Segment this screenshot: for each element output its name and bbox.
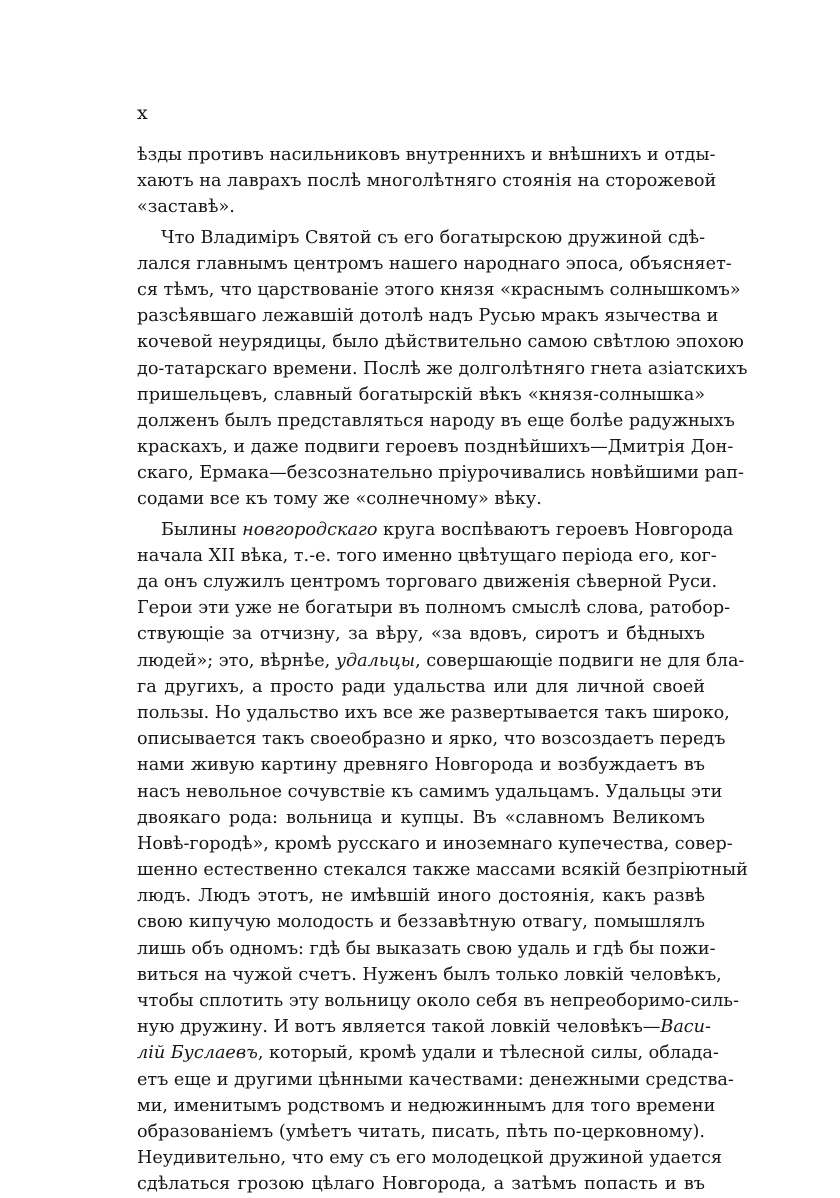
text-line: краскахъ, и даже подвиги героевъ позднѣйшихъ—Дмитрія Дон- [137, 437, 734, 458]
text-line: лишь объ одномъ: гдѣ бы выказать свою удаль и гдѣ бы пожи- [137, 938, 716, 959]
text-line: нами живую картину древняго Новгорода и возбуждаетъ въ [137, 755, 705, 776]
text-line: да онъ служилъ центромъ торговаго движенія сѣверной Руси. [137, 572, 718, 592]
text-line: га другихъ, а просто ради удальства или для личной своей [137, 676, 705, 697]
italic-term: лій Буслаевъ [137, 1043, 258, 1064]
text-line: сдѣлаться грозою цѣлаго Новгорода, а затѣмъ попасть и въ [137, 1174, 705, 1195]
text-line: содами все къ тому же «солнечному» вѣку. [137, 489, 542, 510]
text-line: чтобы сплотить эту вольницу около себя въ непреоборимо-силь- [137, 991, 739, 1011]
text-line: свою кипучую молодость и беззавѣтную отвагу, помышлялъ [137, 912, 705, 933]
text-line: «заставѣ». [137, 197, 235, 218]
body-text [137, 142, 748, 1198]
italic-term: удальцы [335, 650, 416, 671]
italic-term: Васи- [660, 1017, 711, 1038]
paragraph-continuation [137, 142, 717, 221]
text-line: кочевой неурядицы, было дѣйствительно самою свѣтлою эпохою [137, 332, 744, 353]
text-line: хаютъ на лаврахъ послѣ многолѣтняго стоянія на сторожевой [137, 171, 717, 192]
text-line: Герои эти уже не богатыри въ полномъ смыслѣ слова, ратобор- [137, 598, 731, 619]
text-line: ся тѣмъ, что царствованіе этого князя «краснымъ солнышкомъ» [137, 279, 741, 300]
text-line [137, 1014, 711, 1040]
text-line: етъ еще и другими цѣнными качествами: денежными средства- [137, 1069, 734, 1090]
text-line: описывается такъ своеобразно и ярко, что возсоздаетъ передъ [137, 729, 726, 750]
text-line [137, 648, 745, 674]
paragraph [137, 225, 748, 513]
text-line: долженъ былъ представляться народу въ еще болѣе радужныхъ [137, 410, 735, 431]
text-line: людъ. Людъ этотъ, не имѣвшій иного достоянія, какъ развѣ [137, 886, 705, 907]
text-line: Что Владиміръ Святой съ его богатырскою дружиной сдѣ- [161, 227, 706, 248]
text-line: ми, именитымъ родствомъ и недюжиннымъ для того времени [137, 1095, 716, 1116]
text-line: до-татарскаго времени. Послѣ же долголѣтняго гнета азіатскихъ [137, 358, 748, 379]
text-run: ную дружину. И вотъ является такой ловкій человѣкъ— [137, 1017, 661, 1038]
text-line: насъ невольное сочувствіе къ самимъ удальцамъ. Удальцы эти [137, 781, 723, 802]
text-run: людей»; это, вѣрнѣе, [137, 650, 336, 671]
text-run: , совершающіе подвиги не для бла- [415, 650, 745, 671]
paragraph [137, 517, 748, 1198]
text-line: образованіемъ (умѣетъ читать, писать, пѣть по-церковному). [137, 1121, 705, 1142]
text-line: пользы. Но удальство ихъ все же развертывается такъ широко, [137, 702, 730, 723]
text-run: круга воспѣваютъ героевъ Новгорода [377, 519, 734, 540]
italic-term: новгородскаго [242, 519, 378, 540]
text-line: начала XII вѣка, т.-е. того именно цвѣтущаго періода его, ког- [137, 545, 717, 566]
text-line: ствующіе за отчизну, за вѣру, «за вдовъ, сиротъ и бѣдныхъ [137, 624, 705, 645]
text-line: виться на чужой счетъ. Нуженъ былъ только ловкій человѣкъ, [137, 964, 722, 985]
page-number: x [137, 102, 149, 124]
text-run: Былины [161, 519, 243, 540]
text-line: разсѣявшаго лежавшій дотолѣ надъ Русью мракъ язычества и [137, 306, 719, 327]
text-line: шенно естественно стекался также массами всякій безпріютный [137, 860, 748, 881]
text-run: , который, кромѣ удали и тѣлесной силы, облада- [257, 1043, 719, 1064]
text-line [137, 1040, 719, 1066]
text-line: пришельцевъ, славный богатырскій вѣкъ «князя-солнышка» [137, 384, 705, 405]
text-line [137, 517, 734, 543]
text-line: лался главнымъ центромъ нашего народнаго эпоса, объясняет- [137, 253, 732, 274]
text-line: скаго, Ермака—безсознательно пріурочивались новѣйшими рап- [137, 463, 744, 484]
text-line: Новѣ-городѣ», кромѣ русскаго и иноземнаго купечества, совер- [137, 833, 733, 854]
text-line: двоякаго рода: вольница и купцы. Въ «славномъ Великомъ [137, 807, 705, 828]
text-line: Неудивительно, что ему съ его молодецкой дружиной удается [137, 1148, 723, 1169]
text-line: ѣзды противъ насильниковъ внутреннихъ и внѣшнихъ и отды- [137, 145, 716, 165]
